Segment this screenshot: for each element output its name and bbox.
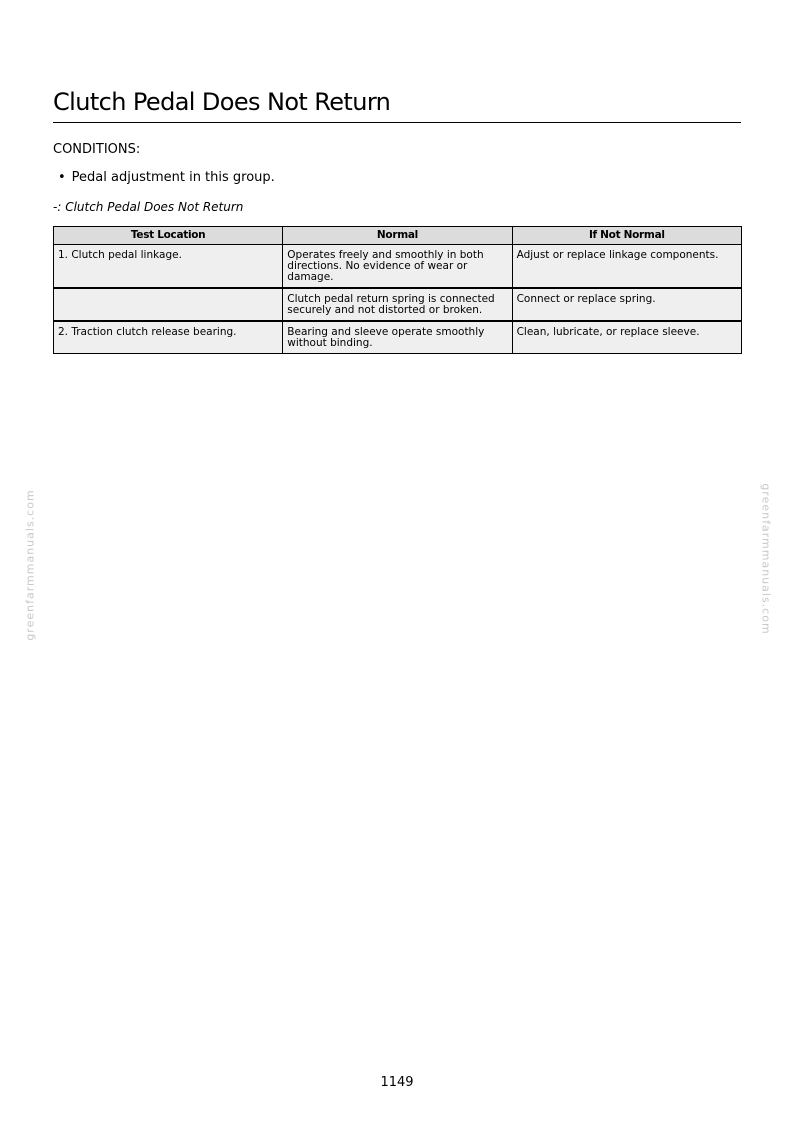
table-caption: -: Clutch Pedal Does Not Return xyxy=(53,200,244,214)
bullet-icon: • xyxy=(58,170,66,185)
column-header-normal: Normal xyxy=(283,227,512,245)
table-cell: Bearing and sleeve operate smoothly without binding. xyxy=(283,321,512,354)
table-cell xyxy=(54,288,283,321)
watermark-right: greenfarmmanuals.com xyxy=(759,483,773,635)
table-cell: Clean, lubricate, or replace sleeve. xyxy=(512,321,741,354)
table-cell: 2. Traction clutch release bearing. xyxy=(54,321,283,354)
page-title: Clutch Pedal Does Not Return xyxy=(53,86,741,123)
table-cell: Clutch pedal return spring is connected securely and not distorted or broken. xyxy=(283,288,512,321)
table-row xyxy=(54,245,742,289)
conditions-list xyxy=(58,169,275,187)
column-header-test-location: Test Location xyxy=(54,227,283,245)
diagnostic-table xyxy=(53,226,742,354)
condition-text: Pedal adjustment in this group. xyxy=(71,170,275,185)
table-cell: Adjust or replace linkage components. xyxy=(512,245,741,289)
table-row xyxy=(54,288,742,321)
watermark-left: greenfarmmanuals.com xyxy=(23,489,37,641)
table-cell: Operates freely and smoothly in both directions. No evidence of wear or damage. xyxy=(283,245,512,289)
list-item xyxy=(58,169,275,187)
page-number: 1149 xyxy=(380,1075,414,1090)
table-header-row xyxy=(54,227,742,245)
table-cell: 1. Clutch pedal linkage. xyxy=(54,245,283,289)
conditions-label: CONDITIONS: xyxy=(53,142,141,157)
table-row xyxy=(54,321,742,354)
column-header-if-not-normal: If Not Normal xyxy=(512,227,741,245)
table-cell: Connect or replace spring. xyxy=(512,288,741,321)
